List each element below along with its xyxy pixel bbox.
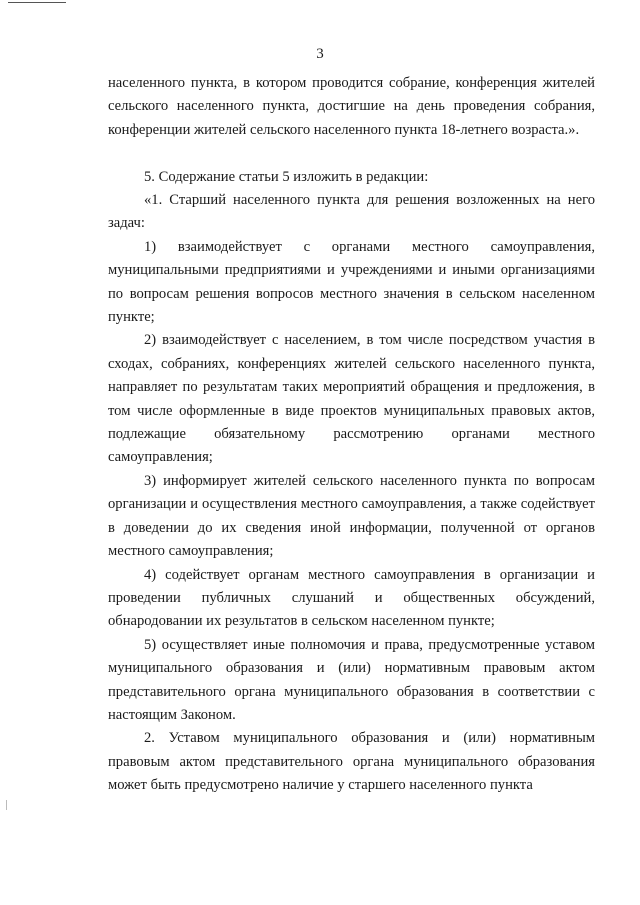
- paragraph-clause-1: «1. Старший населенного пункта для решения возложенных на него задач:: [108, 192, 595, 232]
- top-edge-rule: [8, 2, 66, 3]
- list-item-4: 4) содействует органам местного самоуправления в организации и проведении публичных слушаний и общественных обсуждений, обнародовании их результатов в сельском населенном пункте;: [108, 566, 595, 630]
- list-item-5: 5) осуществляет иные полномочия и права, предусмотренные уставом муниципального образования и (или) нормативным правовым актом представительного органа муниципального образования в соответствии с настоящим Законом.: [108, 636, 595, 723]
- list-item-2: 2) взаимодействует с населением, в том числе посредством участия в сходах, собраниях, конференциях жителей сельского населенного пункта, направляет по результатам таких мероприятий обращения и предложения, в том числе оформленные в виде проектов муниципальных правовых актов, подлежащие обязательному рассмотрению органами местного самоуправления;: [108, 332, 595, 466]
- list-item-3: 3) информирует жителей сельского населенного пункта по вопросам организации и осуществления местного самоуправления, а также содействует в доведении до их сведения иной информации, полученной от органов местного самоуправления;: [108, 472, 595, 560]
- list-item-1: 1) взаимодействует с органами местного самоуправления, муниципальными предприятиями и учреждениями и иными организациями по вопросам решения вопросов местного значения в сельском населенном пункте;: [108, 238, 595, 326]
- scan-artifact: [6, 800, 7, 810]
- document-body: [108, 72, 595, 798]
- paragraph-clause-2: 2. Уставом муниципального образования и (или) нормативным правовым актом представительного органа муниципального образования может быть предусмотрено наличие у старшего населенного пункта: [108, 730, 595, 794]
- page-number: 3: [316, 46, 324, 62]
- paragraph-article-5-heading: 5. Содержание статьи 5 изложить в редакции:: [144, 168, 429, 185]
- paragraph-continuation: населенного пункта, в котором проводится собрание, конференция жителей сельского населенного пункта, достигшие на день проведения собрания, конференции жителей сельского населенного пункта 18-летнего возраста.».: [108, 75, 595, 138]
